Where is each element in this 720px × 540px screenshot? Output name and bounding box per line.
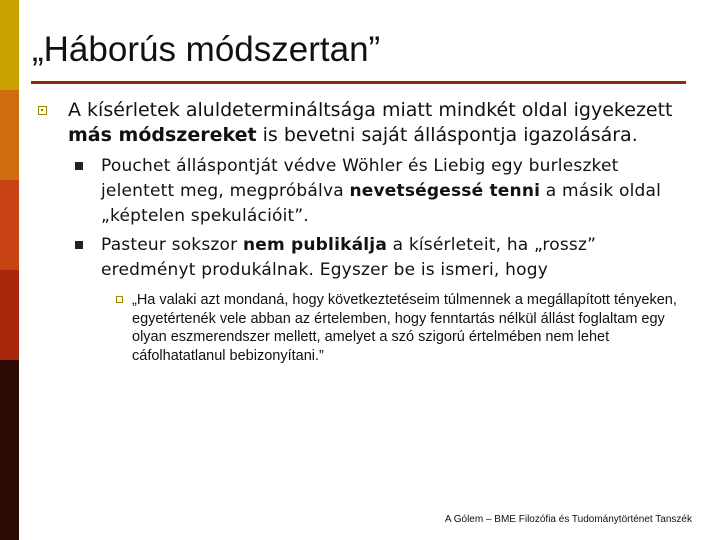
bullet-level3: [116, 291, 688, 365]
sidebar-segment: [0, 90, 19, 180]
sidebar-segment: [0, 180, 19, 270]
title-divider: [31, 81, 686, 84]
sidebar-segment: [0, 360, 19, 540]
bold-phrase: nem publikálja: [242, 235, 388, 255]
quote-text: „Ha valaki azt mondaná, hogy következtetéseim túlmennek a megállapított tényeken, egyetértenék vele abban az értelemben, hogy fenntartás nélkül állást foglaltam egy olyan eszmerendszer mellett, amelyet a szó szigorú értelmében nem lehet cáfolhatatlanul bebizonyítani.”: [132, 292, 677, 364]
bullet-text: A kísérletek aluldetermináltsága miatt mindkét oldal igyekezett más módszereket is bevetni saját álláspontja igazolására.: [68, 99, 673, 146]
bullet-text: Pasteur sokszor nem publikálja a kísérleteit, ha „rossz” eredményt produkálnak. Egyszer be is ismeri, hogy: [101, 235, 597, 280]
bullet-level2: [75, 154, 688, 229]
bold-phrase: nevetségessé tenni: [349, 181, 541, 201]
sidebar-color-band: [0, 0, 19, 540]
hollow-square-bullet-icon: [116, 296, 123, 303]
sidebar-segment: [0, 270, 19, 360]
bullet-text: Pouchet álláspontját védve Wöhler és Liebig egy burleszket jelentett meg, megpróbálva nevetségessé tenni a másik oldal „képtelen spekulációit”.: [101, 156, 662, 226]
sidebar-segment: [0, 0, 19, 90]
bullet-level1: [38, 98, 688, 148]
hollow-square-bullet-icon: [38, 106, 47, 115]
slide-footer: A Gólem – BME Filozófia és Tudománytörténet Tanszék: [444, 514, 692, 525]
filled-square-bullet-icon: [75, 162, 83, 170]
slide-body: [38, 98, 688, 365]
filled-square-bullet-icon: [75, 241, 83, 249]
bullet-level2: [75, 233, 688, 283]
bold-phrase: más módszereket: [68, 124, 257, 146]
slide-title: „Háborús módszertan”: [32, 30, 381, 69]
